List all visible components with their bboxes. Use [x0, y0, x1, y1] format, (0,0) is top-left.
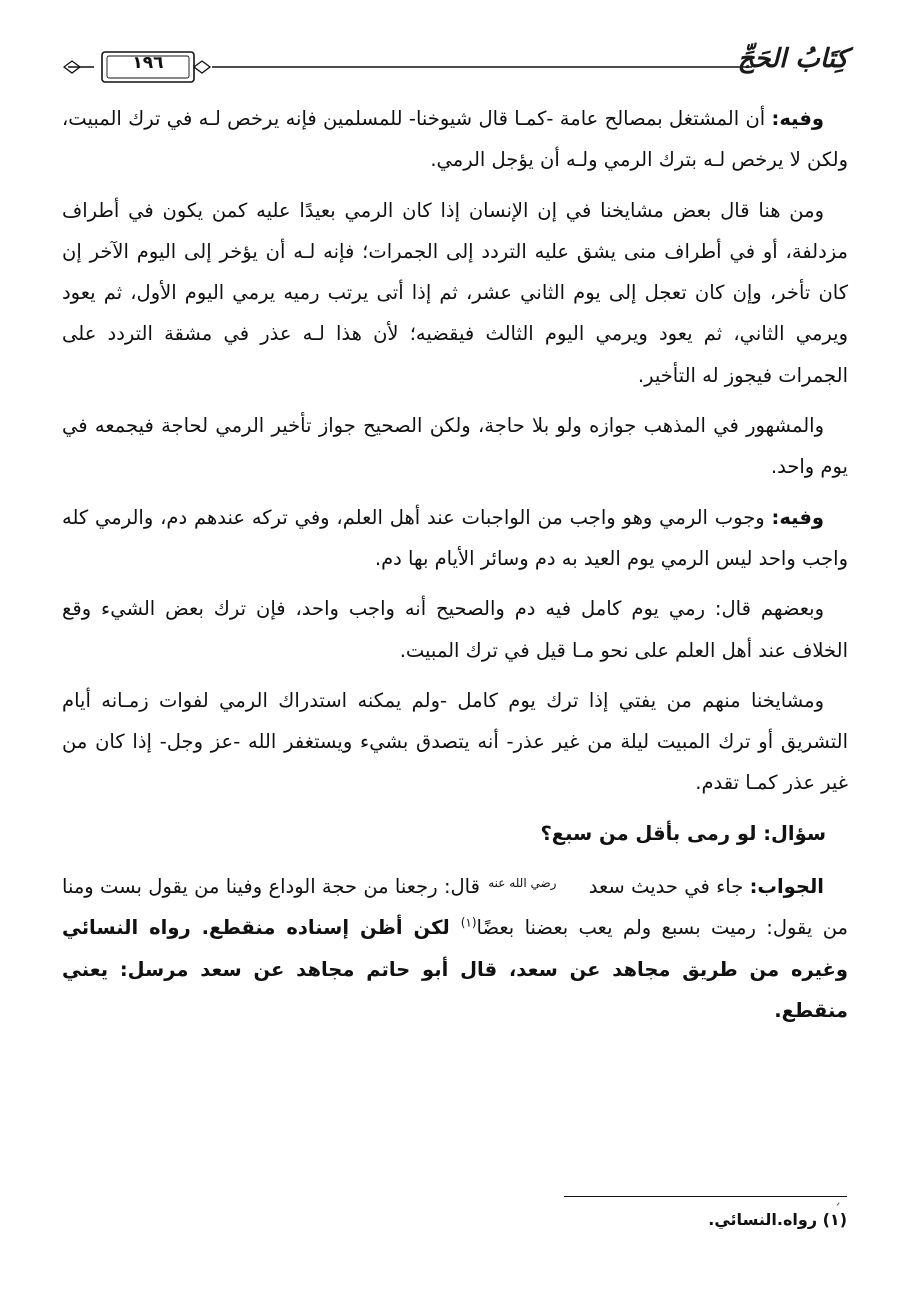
footnote-separator [564, 1196, 847, 1197]
paragraph-3 [62, 405, 848, 488]
salutation-glyph: رضي الله عنه [488, 876, 557, 891]
paragraph-1 [62, 98, 848, 181]
page-number: ١٩٦ [132, 53, 164, 73]
paragraph-lead: وفيه: [771, 505, 824, 529]
paragraph-4 [62, 497, 848, 580]
paragraph-5 [62, 588, 848, 671]
answer-text-continued: قال: رجعنا من حجة الوداع وفينا من يقول بست ومنا من يقول: رميت بسبع ولم يعب بعضنا بعضًا [62, 875, 849, 940]
paragraph-text: أن المشتغل بمصالح عامة -كمـا قال شيوخنا- للمسلمين فإنه يرخص لـه في ترك المبيت، ولكن لا يرخص لـه بترك الرمي ولـه أن يؤجل الرمي. [62, 107, 848, 172]
footnote: (١) رواه.النسائي. [708, 1210, 847, 1229]
paragraph-lead: وفيه: [771, 107, 824, 130]
paragraph-text: وبعضهم قال: رمي يوم كامل فيه دم والصحيح أنه واجب واحد، فإن ترك بعض الشيء وقع الخلاف عند أهل العلم على نحو مـا قيل في ترك المبيت. [62, 597, 848, 662]
running-title: كِتَابُ الحَجِّ [737, 44, 848, 74]
page-header [62, 40, 848, 90]
paragraph-text: وجوب الرمي وهو واجب من الواجبات عند أهل العلم، وفي تركه عندهم دم، والرمي كله واجب واحد ليس الرمي يوم العيد به دم وسائر الأيام بها دم. [62, 505, 848, 570]
question-heading: سؤال: لو رمى بأقل من سبع؟ [540, 821, 826, 845]
scan-speck: ˏ [834, 1190, 841, 1206]
paragraph-text: والمشهور في المذهب جوازه ولو بلا حاجة، ولكن الصحيح جواز تأخير الرمي لحاجة فيجمعه في يوم واحد. [62, 414, 848, 479]
paragraph-text: ومن هنا قال بعض مشايخنا في إن الإنسان إذا كان الرمي بعيدًا عليه كمن يكون في أطراف مزدلفة، أو في أطراف منى يشق عليه التردد إلى الجمرات؛ فإنه لـه أن يؤخر إلى اليوم الآخر إن كان تأخر، وإن كان تعجل إلى يوم الثاني عشر، ثم إذا أتى يرتب رميه يرمي اليوم الأول، ثم يعود ويرمي الثاني، ثم يعود ويرمي اليوم الثالث فيقضيه؛ لأن هذا لـه عذر في مشقة التردد على الجمرات فيجوز له التأخير. [62, 198, 848, 387]
paragraph-6 [62, 680, 848, 804]
paragraph-text: ومشايخنا منهم من يفتي إذا ترك يوم كامل -ولم يمكنه استدراك الرمي لفوات زمـانه أيام التشريق أو ترك المبيت ليلة من غير عذر- أنه يتصدق بشيء ويستغفر الله -عز وجل- إذا كان من غير عذر كمـا تقدم. [62, 688, 848, 795]
answer-text: جاء في حديث سعد [582, 875, 750, 899]
answer-bold-tail: لكن أظن إسناده منقطع. رواه النسائي وغيره من طريق مجاهد عن سعد، قال أبو حاتم مجاهد عن سعد مرسل: يعني منقطع. [62, 916, 848, 1022]
answer-lead: الجواب: [749, 875, 824, 899]
answer-paragraph [62, 863, 848, 1031]
footnote-marker[interactable]: (١) [460, 915, 477, 930]
paragraph-2 [62, 190, 848, 396]
main-body [62, 98, 848, 1040]
